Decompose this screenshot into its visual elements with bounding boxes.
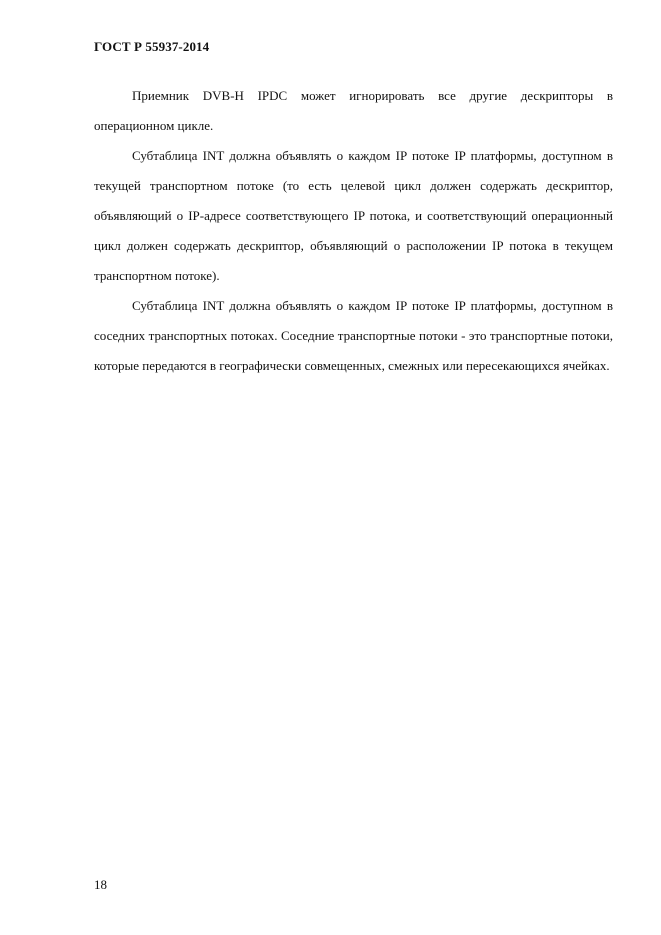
document-body	[94, 81, 613, 381]
paragraph-1: Приемник DVB-H IPDC может игнорировать все другие дескрипторы в операционном цикле.	[94, 88, 613, 133]
paragraph-3: Субтаблица INT должна объявлять о каждом IP потоке IP платформы, доступном в соседних транспортных потоках. Соседние транспортные потоки - это транспортные потоки, которые передаются в географически совмещенных, смежных или пересекающихся ячейках.	[94, 298, 613, 373]
page-number: 18	[94, 877, 107, 892]
paragraph-2: Субтаблица INT должна объявлять о каждом IP потоке IP платформы, доступном в текущей транспортном потоке (то есть целевой цикл должен содержать дескриптор, объявляющий о IP-адресе соответствующего IP потока, и соответствующий операционный цикл должен содержать дескриптор, объявляющий о расположении IP потока в текущем транспортном потоке).	[94, 148, 613, 283]
standard-id-header: ГОСТ Р 55937-2014	[94, 39, 210, 54]
